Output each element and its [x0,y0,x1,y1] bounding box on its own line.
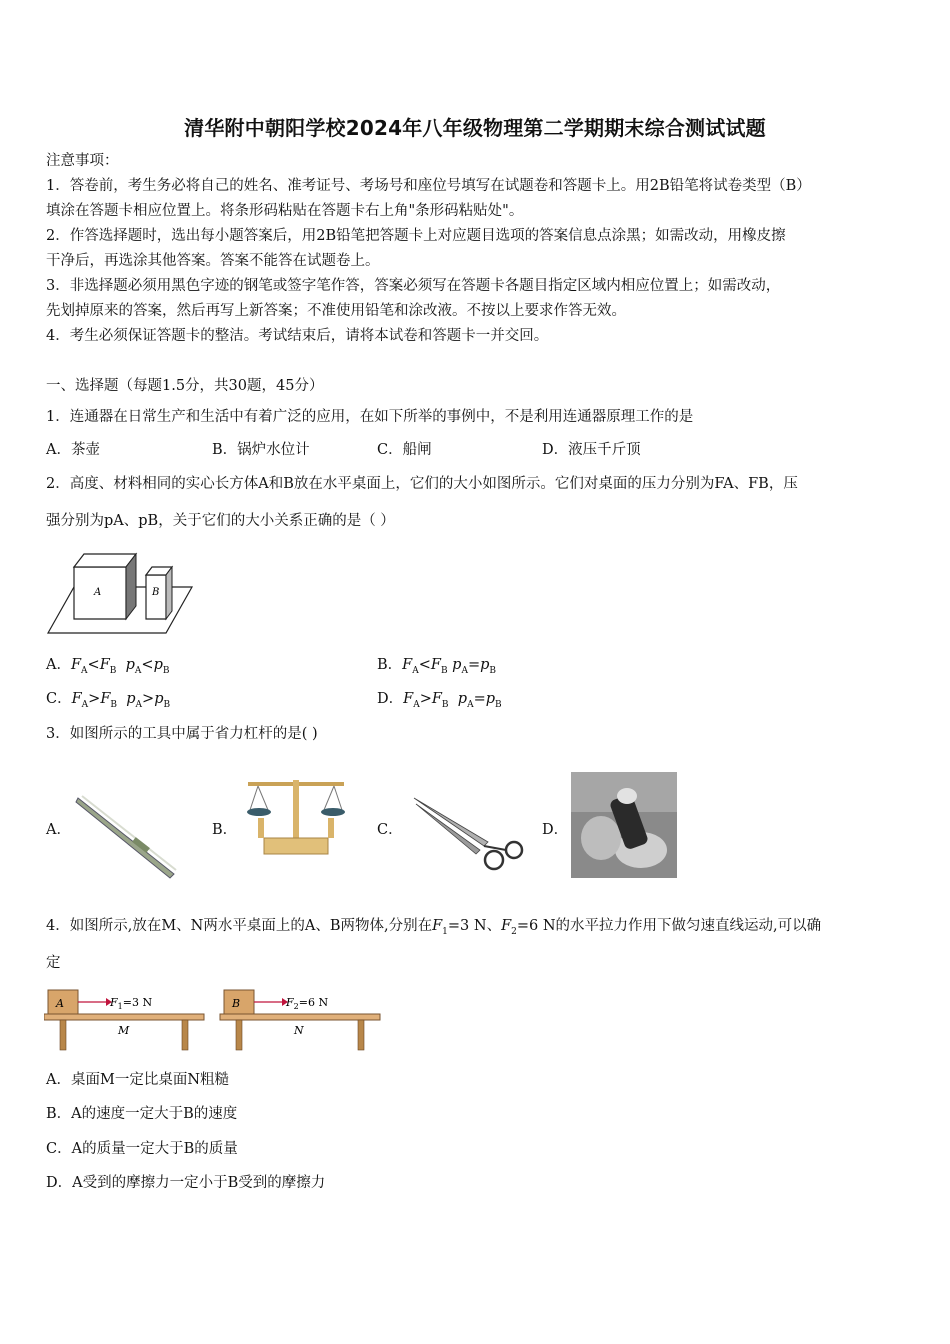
force-1-label: $F_1=3$ N [110,996,153,1011]
q1-option-d: D．液压千斤顶 [542,442,641,458]
q1-option-b: B．锅炉水位计 [212,442,310,458]
question-2-stem-line1: 2．高度、材料相同的实心长方体A和B放在水平桌面上，它们的大小如图所示。它们对桌面的压力分别为FA、FB，压 [46,476,798,492]
q4-option-d: D．A受到的摩擦力一定小于B受到的摩擦力 [46,1175,326,1191]
tables-force-figure [44,988,384,1054]
block-a-label: A [94,587,102,598]
notice-line: 1．答卷前，考生务必将自己的姓名、准考证号、考场号和座位号填写在试题卷和答题卡上。用2B铅笔将试卷类型（B） [46,178,811,194]
block-a-label: A [56,997,64,1010]
q3-option-b: B． [212,822,238,838]
question-4-stem-line2: 定 [46,955,61,971]
q3-option-d: D． [542,822,569,838]
question-2-stem-line2: 强分别为pA、pB，关于它们的大小关系正确的是（ ） [46,513,395,529]
block-b-label: B [152,587,160,598]
notice-heading: 注意事项： [46,153,119,169]
notice-line: 4．考生必须保证答题卡的整洁。考试结束后，请将本试卷和答题卡一并交回。 [46,328,549,344]
balance-scale-image [244,776,348,858]
scissors-image [410,790,528,880]
question-1-stem: 1．连通器在日常生产和生活中有着广泛的应用，在如下所举的事例中，不是利用连通器原理工作的是 [46,409,694,425]
table-m-label: M [118,1024,130,1037]
q3-option-c: C． [377,822,403,838]
q2-option-a: A．$F_A<F_B$ $p_A<p_B$ [46,657,170,676]
bottle-opener-image [571,772,677,878]
notice-line: 3．非选择题必须用黑色字迹的钢笔或签字笔作答，答案必须写在答题卡各题目指定区域内相应位置上；如需改动， [46,278,781,294]
block-b-label: B [232,997,241,1010]
q2-option-b: B．$F_A<F_B$ $p_A=p_B$ [377,657,497,676]
q1-option-a: A．茶壶 [46,442,100,458]
tweezers-image [72,790,180,882]
notice-line: 干净后，再选涂其他答案。答案不能答在试题卷上。 [46,253,380,269]
section-heading: 一、选择题（每题1.5分，共30题，45分） [46,378,324,394]
force-2-label: $F_2=6$ N [286,996,329,1011]
q2-option-d: D．$F_A>F_B$ $p_A=p_B$ [377,691,502,710]
q4-option-c: C．A的质量一定大于B的质量 [46,1141,238,1157]
q3-option-a: A． [46,822,71,838]
notice-line: 2．作答选择题时，选出每小题答案后，用2B铅笔把答题卡上对应题目选项的答案信息点涂黑；如需改动，用橡皮擦 [46,228,786,244]
q2-option-c: C．$F_A>F_B$ $p_A>p_B$ [46,691,171,710]
notice-line: 填涂在答题卡相应位置上。将条形码粘贴在答题卡右上角"条形码粘贴处"。 [46,203,524,219]
q4-option-b: B．A的速度一定大于B的速度 [46,1106,238,1122]
q4-option-a: A．桌面M一定比桌面N粗糙 [46,1072,230,1088]
question-4-stem-line1: 4．如图所示,放在M、N两水平桌面上的A、B两物体,分别在$F_1=3$ N、$F_2=6$ N的水平拉力作用下做匀速直线运动,可以确 [46,918,822,937]
page-title: 清华附中朝阳学校2024年八年级物理第二学期期末综合测试试题 [184,116,766,140]
blocks-on-table-figure [46,549,196,639]
notice-line: 先划掉原来的答案，然后再写上新答案；不准使用铅笔和涂改液。不按以上要求作答无效。 [46,303,626,319]
table-n-label: N [294,1024,304,1037]
q1-option-c: C．船闸 [377,442,432,458]
question-3-stem: 3．如图所示的工具中属于省力杠杆的是( ) [46,726,318,742]
